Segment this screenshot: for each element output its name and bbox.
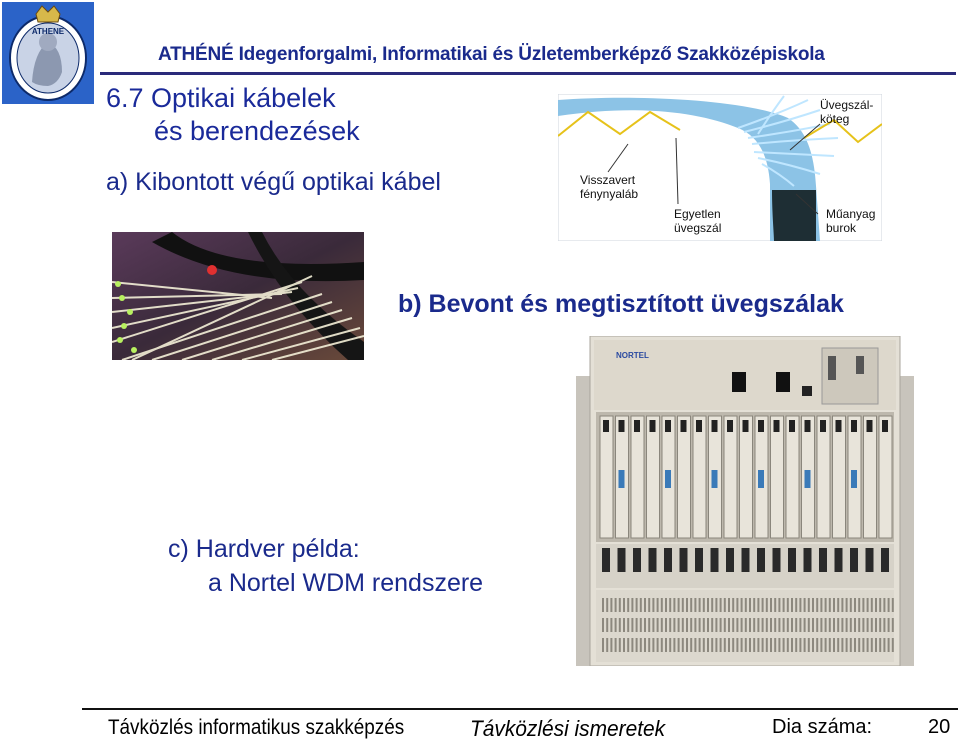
rack-vent: [795, 618, 797, 632]
rack-vent: [892, 598, 894, 612]
rack-vent: [850, 638, 852, 652]
rack-vent: [669, 618, 671, 632]
rack-vent: [610, 638, 612, 652]
rack-vent: [804, 638, 806, 652]
rack-card-latch: [774, 420, 780, 432]
rack-vent: [829, 638, 831, 652]
rack-vent: [892, 618, 894, 632]
rack-vent: [640, 638, 642, 652]
label-jacket-1: Műanyag: [826, 207, 876, 221]
rack-vent: [652, 618, 654, 632]
rack-vent: [623, 618, 625, 632]
rack-vent: [841, 618, 843, 632]
rack-vent: [808, 638, 810, 652]
rack-vent: [854, 618, 856, 632]
rack-card: [864, 416, 877, 538]
rack-vent: [753, 638, 755, 652]
rack-vent: [673, 598, 675, 612]
rack-vent: [678, 618, 680, 632]
rack-vent: [619, 618, 621, 632]
caption-c: [168, 532, 483, 600]
rack-vent: [749, 638, 751, 652]
rack-slot: [804, 548, 812, 572]
rack-vent: [774, 618, 776, 632]
caption-c-line-1: c) Hardver példa:: [168, 535, 360, 563]
rack-vent: [711, 618, 713, 632]
rack-vent: [820, 618, 822, 632]
label-single-1: Egyetlen: [674, 207, 721, 221]
rack-vent: [770, 598, 772, 612]
rack-vent: [770, 618, 772, 632]
rack-vent: [812, 618, 814, 632]
rack-vent: [703, 598, 705, 612]
rack-vent: [783, 618, 785, 632]
rack-vent: [636, 598, 638, 612]
rack-vent: [652, 598, 654, 612]
rack-card-connector: [758, 470, 764, 488]
rack-vent: [728, 618, 730, 632]
header-divider: [100, 72, 956, 75]
rack-vent: [829, 598, 831, 612]
rack-vent: [610, 598, 612, 612]
rack-card: [786, 416, 799, 538]
rack-card-latch: [696, 420, 702, 432]
footer-course: Távközlés informatikus szakképzés: [108, 716, 405, 739]
rack-card-latch: [712, 420, 718, 432]
rack-vent: [745, 638, 747, 652]
fiber-cable-diagram: [558, 94, 882, 241]
rack-vent: [703, 638, 705, 652]
rack-vent: [778, 618, 780, 632]
rack-vent: [778, 638, 780, 652]
rack-vent: [875, 638, 877, 652]
rack-slot: [881, 548, 889, 572]
rack-vent: [854, 638, 856, 652]
rack-card: [600, 416, 613, 538]
rack-vent: [732, 618, 734, 632]
rack-vent: [636, 618, 638, 632]
rack-vent: [615, 618, 617, 632]
rack-vent: [841, 598, 843, 612]
rack-vent: [766, 598, 768, 612]
rack-card-latch: [743, 420, 749, 432]
rack-vent: [883, 638, 885, 652]
rack-vent: [871, 638, 873, 652]
rack-vent: [858, 618, 860, 632]
rack-vent: [627, 638, 629, 652]
rack-vent: [837, 618, 839, 632]
rack-card-latch: [634, 420, 640, 432]
rack-vent: [682, 598, 684, 612]
rack-vent: [829, 618, 831, 632]
rack-vent: [762, 638, 764, 652]
rack-vent: [720, 618, 722, 632]
rack-vent: [736, 638, 738, 652]
rack-vent: [715, 598, 717, 612]
label-single-2: üvegszál: [674, 221, 722, 235]
rack-vent: [736, 618, 738, 632]
rack-card-connector: [712, 470, 718, 488]
rack-vent: [657, 638, 659, 652]
rack-vent: [846, 638, 848, 652]
rack-vent: [858, 638, 860, 652]
rack-vent: [879, 638, 881, 652]
rack-vent: [707, 638, 709, 652]
school-logo: [2, 2, 94, 104]
rack-vent: [715, 638, 717, 652]
rack-card: [693, 416, 706, 538]
rack-vent: [787, 638, 789, 652]
rack-card-latch: [805, 420, 811, 432]
rack-vent: [846, 618, 848, 632]
rack-vent: [631, 638, 633, 652]
rack-vent: [799, 638, 801, 652]
rack-card: [724, 416, 737, 538]
rack-vent: [623, 638, 625, 652]
rack-vent: [762, 598, 764, 612]
rack-vent: [631, 618, 633, 632]
rack-vent: [745, 618, 747, 632]
rack-vent: [846, 598, 848, 612]
label-bundle-2: köteg: [820, 112, 850, 126]
rack-vent: [703, 618, 705, 632]
rack-vent: [825, 598, 827, 612]
caption-a: a) Kibontott végű optikai kábel: [106, 168, 441, 196]
rack-vent: [699, 618, 701, 632]
rack-vent: [657, 598, 659, 612]
rack-slot: [850, 548, 858, 572]
rack-vent: [770, 638, 772, 652]
label-reflected-1: Visszavert: [580, 173, 636, 187]
rack-vent: [640, 598, 642, 612]
rack-vent: [606, 598, 608, 612]
rack-card: [631, 416, 644, 538]
rack-vent: [724, 618, 726, 632]
rack-vent: [627, 598, 629, 612]
rack-vent: [682, 638, 684, 652]
rack-vent: [644, 598, 646, 612]
rack-vent: [808, 618, 810, 632]
rack-slot: [695, 548, 703, 572]
rack-vent: [883, 618, 885, 632]
rack-slot: [602, 548, 610, 572]
rack-vent: [661, 598, 663, 612]
rack-vent: [783, 598, 785, 612]
rack-slot: [788, 548, 796, 572]
rack-vent: [728, 598, 730, 612]
rack-slot: [633, 548, 641, 572]
rack-vent: [850, 598, 852, 612]
footer-divider: [82, 708, 958, 710]
rack-vent: [875, 618, 877, 632]
rack-vent: [610, 618, 612, 632]
rack-vent: [799, 598, 801, 612]
rack-vent: [812, 598, 814, 612]
logo-text: ATHENE: [31, 27, 65, 36]
rack-vent: [669, 598, 671, 612]
rack-card-latch: [758, 420, 764, 432]
rack-slot: [618, 548, 626, 572]
rack-card-latch: [789, 420, 795, 432]
rack-vent: [774, 638, 776, 652]
footer-slide-number: 20: [928, 716, 951, 738]
slide-title: [106, 82, 360, 148]
rack-vent: [816, 618, 818, 632]
rack-vent: [644, 618, 646, 632]
rack-vent: [867, 618, 869, 632]
rack-card-latch: [603, 420, 609, 432]
rack-vent: [711, 638, 713, 652]
rack-card-latch: [820, 420, 826, 432]
rack-vent: [841, 638, 843, 652]
rack-card: [678, 416, 691, 538]
rack-vent: [724, 638, 726, 652]
rack-vent: [883, 598, 885, 612]
rack-vent: [787, 598, 789, 612]
rack-vent: [707, 618, 709, 632]
rack-vent: [871, 618, 873, 632]
rack-vent: [678, 638, 680, 652]
rack-card-latch: [681, 420, 687, 432]
rack-vent: [871, 598, 873, 612]
rack-vent: [682, 618, 684, 632]
rack-vent: [795, 598, 797, 612]
nortel-wdm-rack-photo: [576, 336, 914, 666]
rack-card-connector: [665, 470, 671, 488]
rack-vent: [615, 598, 617, 612]
rack-vent: [804, 598, 806, 612]
rack-vent: [661, 618, 663, 632]
rack-vent: [875, 598, 877, 612]
rack-vent: [766, 638, 768, 652]
caption-b: b) Bevont és megtisztított üvegszálak: [398, 290, 844, 318]
rack-slot: [835, 548, 843, 572]
rack-vent: [732, 598, 734, 612]
rack-slot: [680, 548, 688, 572]
rack-vent: [619, 638, 621, 652]
rack-card-connector: [805, 470, 811, 488]
rack-vent: [888, 598, 890, 612]
rack-vent: [720, 598, 722, 612]
rack-vent: [694, 618, 696, 632]
rack-vent: [762, 618, 764, 632]
rack-vent: [892, 638, 894, 652]
rack-card: [817, 416, 830, 538]
rack-vent: [648, 638, 650, 652]
rack-card-latch: [851, 420, 857, 432]
rack-vent: [640, 618, 642, 632]
label-bundle-1: Üvegszál-: [820, 98, 874, 112]
caption-c-line-2: a Nortel WDM rendszere: [208, 569, 484, 597]
rack-card-latch: [650, 420, 656, 432]
rack-vent: [661, 638, 663, 652]
rack-card-latch: [882, 420, 888, 432]
rack-slot: [649, 548, 657, 572]
rack-vent: [753, 598, 755, 612]
rack-card-connector: [619, 470, 625, 488]
rack-card-latch: [727, 420, 733, 432]
rack-vent: [652, 638, 654, 652]
rack-slot: [726, 548, 734, 572]
rack-vent: [879, 598, 881, 612]
rack-vent: [644, 638, 646, 652]
rack-vent: [812, 638, 814, 652]
title-line-1: 6.7 Optikai kábelek: [106, 83, 336, 113]
rack-vent: [690, 638, 692, 652]
rack-vent: [741, 598, 743, 612]
rack-vent: [606, 618, 608, 632]
rack-slot: [819, 548, 827, 572]
rack-vent: [787, 618, 789, 632]
rack-vent: [619, 598, 621, 612]
rack-vent: [833, 638, 835, 652]
footer-slide-label: Dia száma:: [772, 716, 873, 738]
rack-slot: [773, 548, 781, 572]
rack-vent: [694, 598, 696, 612]
rack-vent: [837, 638, 839, 652]
rack-vent: [711, 598, 713, 612]
rack-vent: [854, 598, 856, 612]
rack-vent: [699, 598, 701, 612]
label-reflected-2: fénynyaláb: [580, 187, 639, 201]
rack-vent: [665, 618, 667, 632]
rack-vent: [657, 618, 659, 632]
rack-vent: [686, 638, 688, 652]
rack-card: [879, 416, 892, 538]
rack-vent: [665, 598, 667, 612]
rack-card-connector: [851, 470, 857, 488]
rack-vent: [804, 618, 806, 632]
rack-vent: [724, 598, 726, 612]
rack-vent: [858, 598, 860, 612]
rack-vent: [728, 638, 730, 652]
rack-vent: [879, 618, 881, 632]
rack-vent: [686, 618, 688, 632]
rack-vent: [816, 598, 818, 612]
rack-vent: [791, 618, 793, 632]
rack-vent: [631, 598, 633, 612]
rack-vent: [648, 598, 650, 612]
rack-vent: [757, 638, 759, 652]
rack-vent: [757, 618, 759, 632]
rack-vent: [602, 598, 604, 612]
rack-vent: [665, 638, 667, 652]
rack-vent: [602, 618, 604, 632]
rack-vent: [850, 618, 852, 632]
rack-vent: [791, 638, 793, 652]
rack-slot: [711, 548, 719, 572]
rack-slot: [757, 548, 765, 572]
rack-vent: [636, 638, 638, 652]
title-line-2: és berendezések: [154, 116, 360, 146]
rack-vent: [862, 618, 864, 632]
rack-vent: [694, 638, 696, 652]
rack-vent: [888, 638, 890, 652]
rack-vent: [833, 598, 835, 612]
rack-vent: [783, 638, 785, 652]
rack-vent: [820, 638, 822, 652]
rack-vent: [862, 598, 864, 612]
rack-slot: [742, 548, 750, 572]
rack-vent: [669, 638, 671, 652]
label-jacket-2: burok: [826, 221, 857, 235]
rack-vent: [799, 618, 801, 632]
rack-vent: [673, 618, 675, 632]
rack-vent: [867, 638, 869, 652]
rack-vent: [837, 598, 839, 612]
rack-card: [771, 416, 784, 538]
rack-card-latch: [619, 420, 625, 432]
rack-vent: [678, 598, 680, 612]
rack-vent: [673, 638, 675, 652]
footer-subject: Távközlési ismeretek: [470, 716, 666, 741]
rack-card: [833, 416, 846, 538]
rack-brand: NORTEL: [616, 351, 649, 360]
rack-vent: [774, 598, 776, 612]
rack-vent: [867, 598, 869, 612]
rack-card-latch: [836, 420, 842, 432]
rack-vent: [757, 598, 759, 612]
rack-vent: [749, 618, 751, 632]
rack-vent: [862, 638, 864, 652]
rack-vent: [648, 618, 650, 632]
rack-vent: [615, 638, 617, 652]
rack-vent: [820, 598, 822, 612]
rack-vent: [602, 638, 604, 652]
school-name: ATHÉNÉ Idegenforgalmi, Informatikai és Üzletemberképző Szakközépiskola: [158, 44, 825, 65]
rack-vent: [720, 638, 722, 652]
rack-vent: [732, 638, 734, 652]
rack-card-latch: [665, 420, 671, 432]
rack-vent: [736, 598, 738, 612]
rack-vent: [623, 598, 625, 612]
rack-vent: [690, 598, 692, 612]
rack-vent: [753, 618, 755, 632]
rack-vent: [741, 638, 743, 652]
rack-vent: [707, 598, 709, 612]
rack-vent: [690, 618, 692, 632]
rack-vent: [606, 638, 608, 652]
rack-vent: [686, 598, 688, 612]
rack-vent: [741, 618, 743, 632]
rack-vent: [699, 638, 701, 652]
rack-vent: [715, 618, 717, 632]
rack-slot: [664, 548, 672, 572]
rack-vent: [778, 598, 780, 612]
rack-vent: [888, 618, 890, 632]
rack-vent: [825, 618, 827, 632]
fiber-strands-photo: [112, 232, 364, 360]
rack-vent: [816, 638, 818, 652]
rack-vent: [749, 598, 751, 612]
rack-vent: [791, 598, 793, 612]
rack-card-latch: [867, 420, 873, 432]
rack-card: [647, 416, 660, 538]
rack-vent: [825, 638, 827, 652]
rack-vent: [745, 598, 747, 612]
rack-card: [740, 416, 753, 538]
rack-vent: [766, 618, 768, 632]
rack-slot: [866, 548, 874, 572]
rack-vent: [833, 618, 835, 632]
rack-vent: [627, 618, 629, 632]
rack-vent: [795, 638, 797, 652]
rack-vent: [808, 598, 810, 612]
